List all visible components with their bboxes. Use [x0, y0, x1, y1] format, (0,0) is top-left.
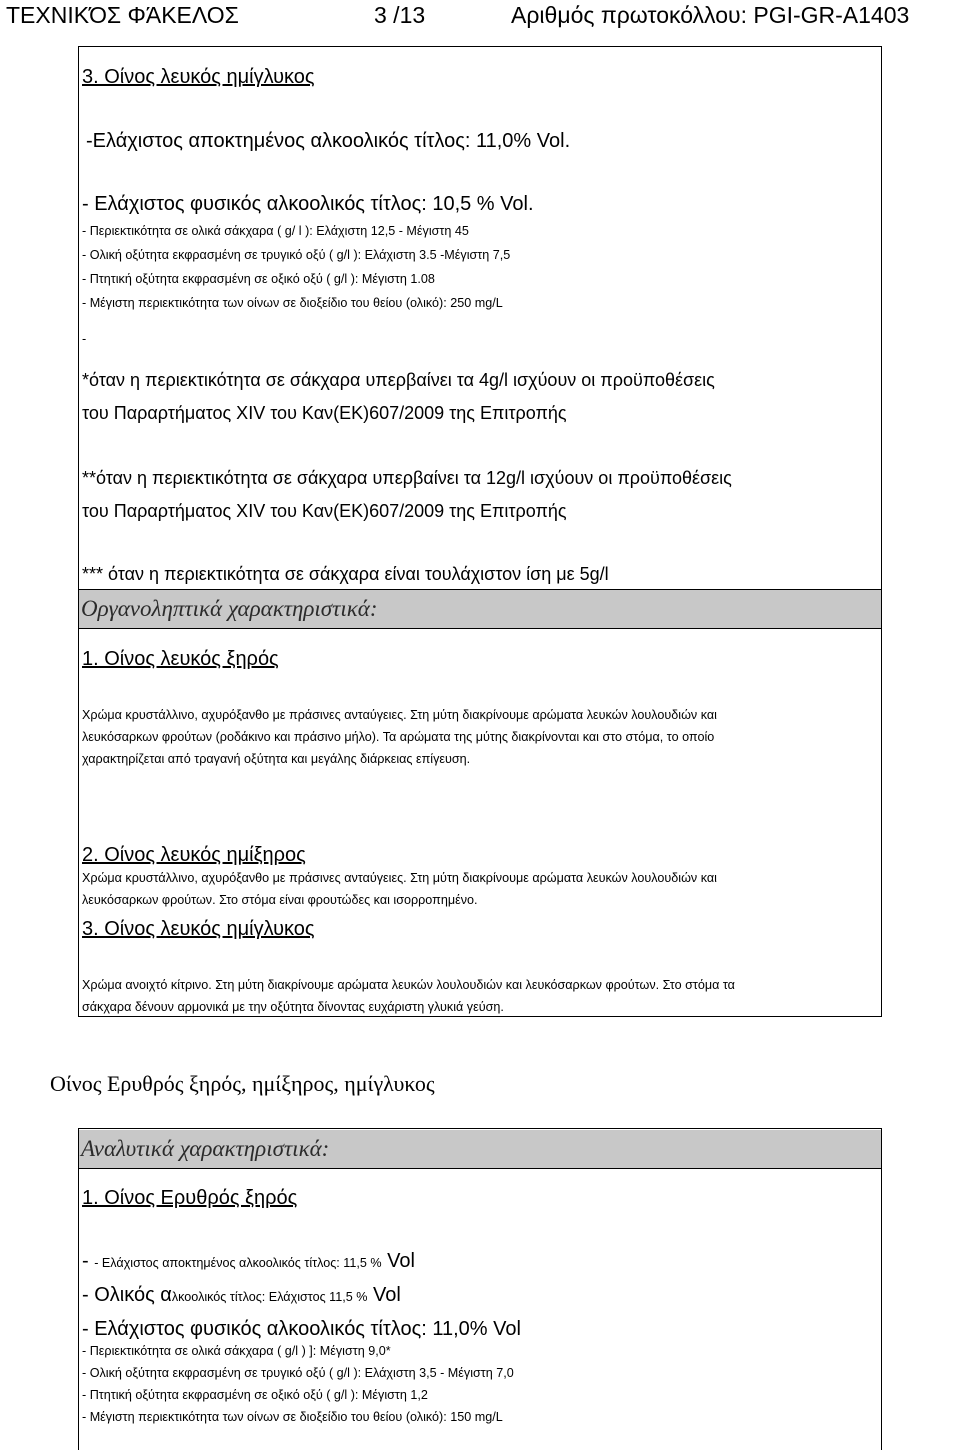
note-3: *** όταν η περιεκτικότητα σε σάκχαρα είναι τουλάχιστον ίση με 5g/l: [82, 564, 609, 584]
note-1-line-1: *όταν η περιεκτικότητα σε σάκχαρα υπερβαίνει τα 4g/l ισχύουν οι προϋποθέσεις: [82, 370, 715, 390]
org-semisweet-line-2: σάκχαρα δένουν αρμονικά με την οξύτητα δίνοντας ευχάριστη γλυκιά γεύση.: [82, 1000, 504, 1014]
red-total-alcohol-lead: - Ολικός α: [82, 1284, 172, 1306]
org-dry-title: 1. Οίνος λευκός ξηρός: [82, 648, 279, 670]
volatile-acidity: - Πτητική οξύτητα εκφρασμένη σε οξικό οξύ ( g/l ): Μέγιστη 1.08: [82, 272, 435, 286]
org-medium-line-2: λευκόσαρκων φρούτων. Στο στόμα είναι φρουτώδες και ισορροπημένο.: [82, 893, 478, 907]
organoleptic-heading-band: [79, 589, 881, 629]
red-total-alcohol-text: λκοολικός τίτλος: Ελάχιστος 11,5 %: [171, 1290, 368, 1304]
page-number: 3 /13: [374, 2, 426, 28]
so2-content: - Μέγιστη περιεκτικότητα των οίνων σε διοξείδιο του θείου (ολικό): 250 mg/L: [82, 296, 503, 310]
org-semisweet-title: 3. Οίνος λευκός ημίγλυκος: [82, 918, 315, 940]
sugar-content: - Περιεκτικότητα σε ολικά σάκχαρα ( g/ l ): Ελάχιστη 12,5 - Μέγιστη 45: [82, 224, 469, 238]
org-dry-line-2: λευκόσαρκων φρούτων (ροδάκινο και πράσινο μήλο). Τα αρώματα της μύτης διακρίνονται και στο στόμα, το οποίο: [82, 730, 715, 744]
red-so2: - Μέγιστη περιεκτικότητα των οίνων σε διοξείδιο του θείου (ολικό): 150 mg/L: [82, 1410, 503, 1424]
min-acquired-alcohol: -Ελάχιστος αποκτημένος αλκοολικός τίτλος: 11,0% Vol.: [86, 130, 571, 152]
analytical-heading-band: [79, 1130, 881, 1169]
org-medium-line-1: Χρώμα κρυστάλλινο, αχυρόξανθο με πράσινες ανταύγειες. Στη μύτη διακρίνουμε αρώματα λευκών λουλουδιών και: [82, 871, 717, 885]
protocol-number: Αριθμός πρωτοκόλλου: PGI-GR-A1403: [511, 2, 910, 28]
red-min-acquired: [82, 1250, 415, 1273]
org-dry-line-1: Χρώμα κρυστάλλινο, αχυρόξανθο με πράσινες ανταύγειες. Στη μύτη διακρίνουμε αρώματα λευκών λουλουδιών και: [82, 708, 717, 722]
red-min-natural: - Ελάχιστος φυσικός αλκοολικός τίτλος: 11,0% Vol: [82, 1318, 521, 1340]
red-min-acquired-text: - Ελάχιστος αποκτημένος αλκοολικός τίτλος: 11,5 %: [94, 1256, 382, 1270]
org-dry-line-3: χαρακτηρίζεται από τραγανή οξύτητα και μεγάλης διάρκειας επίγευση.: [82, 752, 471, 766]
red-sugar: - Περιεκτικότητα σε ολικά σάκχαρα ( g/l ) ]: Μέγιστη 9,0*: [82, 1344, 391, 1358]
red-total-acidity: - Ολική οξύτητα εκφρασμένη σε τρυγικό οξύ ( g/l ): Ελάχιστη 3,5 - Μέγιστη 7,0: [82, 1366, 514, 1380]
org-semisweet-line-1: Χρώμα ανοιχτό κίτρινο. Στη μύτη διακρίνουμε αρώματα λευκών λουλουδιών και λευκόσαρκων φρούτων. Στο στόμα τα: [82, 978, 735, 992]
red-total-alcohol: [82, 1284, 401, 1307]
org-medium-title: 2. Οίνος λευκός ημίξηρος: [82, 844, 306, 866]
document-title: ΤΕΧΝΙΚΌΣ ΦΆΚΕΛΟΣ: [6, 2, 239, 28]
note-2-line-1: **όταν η περιεκτικότητα σε σάκχαρα υπερβαίνει τα 12g/l ισχύουν οι προϋποθέσεις: [82, 468, 732, 488]
red-total-alcohol-vol: Vol: [367, 1284, 401, 1306]
dash-line: -: [82, 332, 87, 346]
note-1-line-2: του Παραρτήματος XIV του Καν(ΕΚ)607/2009 της Επιτροπής: [82, 403, 567, 423]
analytical-heading: Αναλυτικά χαρακτηριστικά:: [81, 1136, 330, 1161]
red-min-acquired-dash: -: [82, 1250, 95, 1272]
red-wine-title: Οίνος Ερυθρός ξηρός, ημίξηρος, ημίγλυκος: [50, 1071, 435, 1096]
red-dry-title: 1. Οίνος Ερυθρός ξηρός: [82, 1187, 298, 1209]
red-volatile-acidity: - Πτητική οξύτητα εκφρασμένη σε οξικό οξύ ( g/l ): Μέγιστη 1,2: [82, 1388, 428, 1402]
red-min-acquired-vol: Vol: [381, 1250, 415, 1272]
note-2-line-2: του Παραρτήματος XIV του Καν(ΕΚ)607/2009 της Επιτροπής: [82, 501, 567, 521]
total-acidity: - Ολική οξύτητα εκφρασμένη σε τρυγικό οξύ ( g/l ): Ελάχιστη 3.5 -Μέγιστη 7,5: [82, 248, 511, 262]
semisweet-title: 3. Οίνος λευκός ημίγλυκος: [82, 66, 315, 88]
min-natural-alcohol: - Ελάχιστος φυσικός αλκοολικός τίτλος: 10,5 % Vol.: [82, 193, 534, 215]
organoleptic-heading: Οργανοληπτικά χαρακτηριστικά:: [81, 596, 378, 621]
